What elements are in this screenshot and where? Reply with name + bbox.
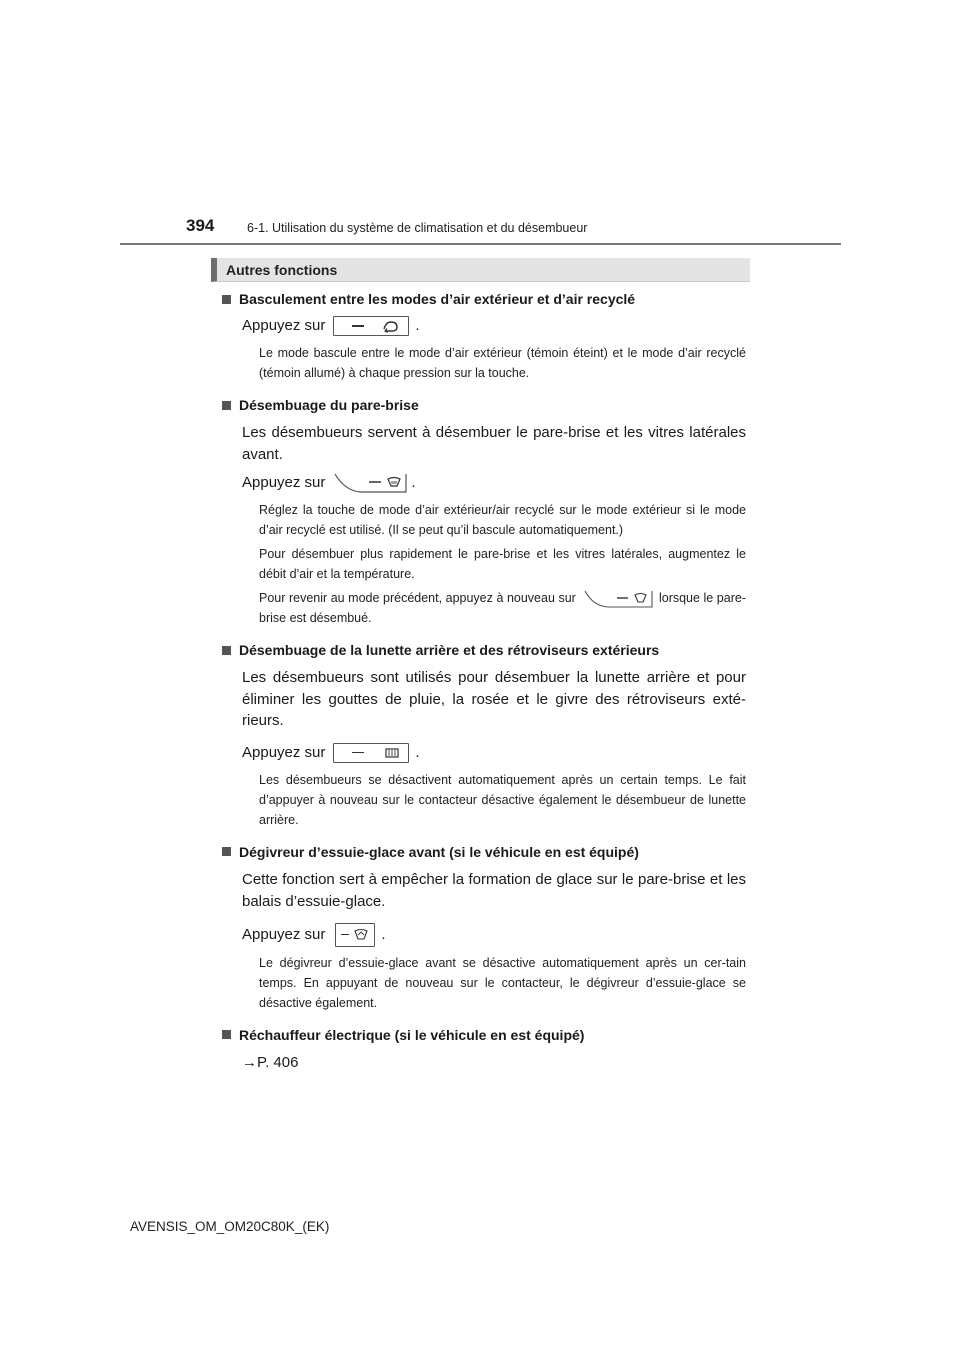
- topic-title: Réchauffeur électrique (si le véhicule en est équipé): [239, 1026, 585, 1043]
- note: Pour désembuer plus rapidement le pare-brise et les vitres latérales, augmentez le débit d’air et la température.: [259, 547, 746, 581]
- section-heading: [211, 258, 750, 282]
- topic-windshield-defog: [222, 395, 746, 628]
- topic-electric-heater: [222, 1025, 746, 1074]
- press-suffix: .: [411, 474, 416, 491]
- topic-air-recirculation: [222, 289, 746, 383]
- document-code: AVENSIS_OM_OM20C80K_(EK): [130, 1219, 330, 1234]
- wiper-deicer-icon: [335, 923, 375, 947]
- note: Les désembueurs se désactivent automatiquement après un certain temps. Le fait d’appuyer à nouveau sur le contacteur désactive également le désembueur de lunette arrière.: [259, 772, 746, 827]
- press-suffix: .: [415, 317, 420, 334]
- windshield-defog-icon: [333, 474, 405, 492]
- topic-wiper-deicer: [222, 842, 746, 1013]
- press-prefix: Appuyez sur: [242, 925, 326, 943]
- page-number: 394: [186, 216, 215, 235]
- content: [222, 289, 746, 1074]
- topic-title: Désembuage de la lunette arrière et des rétroviseurs extérieurs: [239, 642, 660, 658]
- bullet-icon: [222, 847, 231, 856]
- bullet-icon: [222, 646, 231, 655]
- header-rule: [120, 243, 841, 245]
- body-text: Les désembueurs servent à désembuer le pare-brise et les vitres latérales avant.: [242, 424, 746, 463]
- note: Le mode bascule entre le mode d’air extérieur (témoin éteint) et le mode d’air recyclé (témoin allumé) à chaque pression sur la touche.: [259, 346, 746, 380]
- topic-title: Désembuage du pare-brise: [239, 397, 419, 413]
- return-note: Pour revenir au mode précédent, appuyez à nouveau sur lorsque le pare-brise est désembué.: [259, 591, 746, 625]
- topic-title: Basculement entre les modes d’air extérieur et d’air recyclé: [239, 291, 636, 307]
- bullet-icon: [222, 295, 231, 304]
- bullet-icon: [222, 1030, 231, 1039]
- rear-defog-icon: [333, 743, 409, 763]
- bullet-icon: [222, 401, 231, 410]
- press-prefix: Appuyez sur: [242, 474, 326, 491]
- press-suffix: .: [381, 925, 386, 943]
- note: Réglez la touche de mode d’air extérieur/air recyclé sur le mode extérieur si le mode d’air recyclé est utilisé. (Il se peut qu’il bascule automatiquement.): [259, 503, 746, 537]
- body-text: Cette fonction sert à empêcher la formation de glace sur le pare-brise et les balais d’essuie-glace.: [242, 870, 746, 910]
- topic-rear-defog: [222, 640, 746, 830]
- page-reference-link[interactable]: →P. 406: [242, 1053, 299, 1071]
- press-prefix: Appuyez sur: [242, 317, 326, 334]
- note: Le dégivreur d’essuie-glace avant se désactive automatiquement après un cer-tain temps. En appuyant de nouveau sur le contacteur, le dégivreur d’essuie-glace se désactive également.: [259, 955, 746, 1010]
- press-suffix: .: [415, 743, 420, 761]
- air-recirculation-icon: [333, 316, 409, 336]
- body-text: Les désembueurs sont utilisés pour désembuer la lunette arrière et pour éliminer les gouttes de pluie, la rosée et le givre des rétroviseurs exté-rieurs.: [242, 669, 746, 729]
- windshield-defog-icon: [583, 591, 651, 607]
- section-heading-label: Autres fonctions: [226, 262, 338, 278]
- topic-title: Dégivreur d’essuie-glace avant (si le véhicule en est équipé): [239, 843, 639, 860]
- chapter-title: 6-1. Utilisation du système de climatisation et du désembueur: [247, 221, 588, 235]
- press-prefix: Appuyez sur: [242, 743, 326, 761]
